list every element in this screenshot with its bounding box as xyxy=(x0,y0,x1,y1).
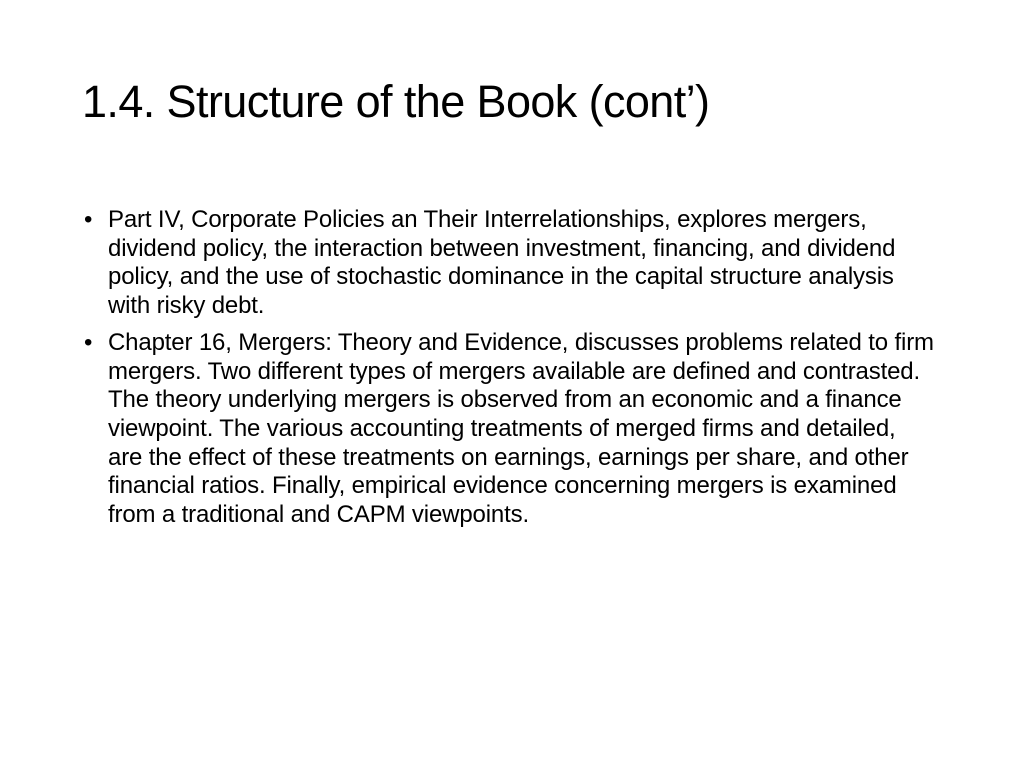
bullet-item-chapter-16 xyxy=(84,329,934,530)
bullet-item-part-iv xyxy=(84,206,934,321)
bullet-marker: • xyxy=(84,206,93,233)
bullet-list xyxy=(84,206,934,538)
slide-title: 1.4. Structure of the Book (cont’) xyxy=(82,76,710,127)
bullet-text: Chapter 16, Mergers: Theory and Evidence, discusses problems related to firm mergers. Two different types of mergers available are defined and contrasted. The theory underlying mergers is observed from an economic and a finance viewpoint. The various accounting treatments of merged firms and detailed, are the effect of these treatments on earnings, earnings per share, and other financial ratios. Finally, empirical evidence concerning mergers is examined from a traditional and CAPM viewpoints. xyxy=(108,328,934,529)
bullet-text: Part IV, Corporate Policies an Their Interrelationships, explores mergers, dividend policy, the interaction between investment, financing, and dividend policy, and the use of stochastic dominance in the capital structure analysis with risky debt. xyxy=(108,206,896,320)
bullet-marker: • xyxy=(84,328,93,356)
